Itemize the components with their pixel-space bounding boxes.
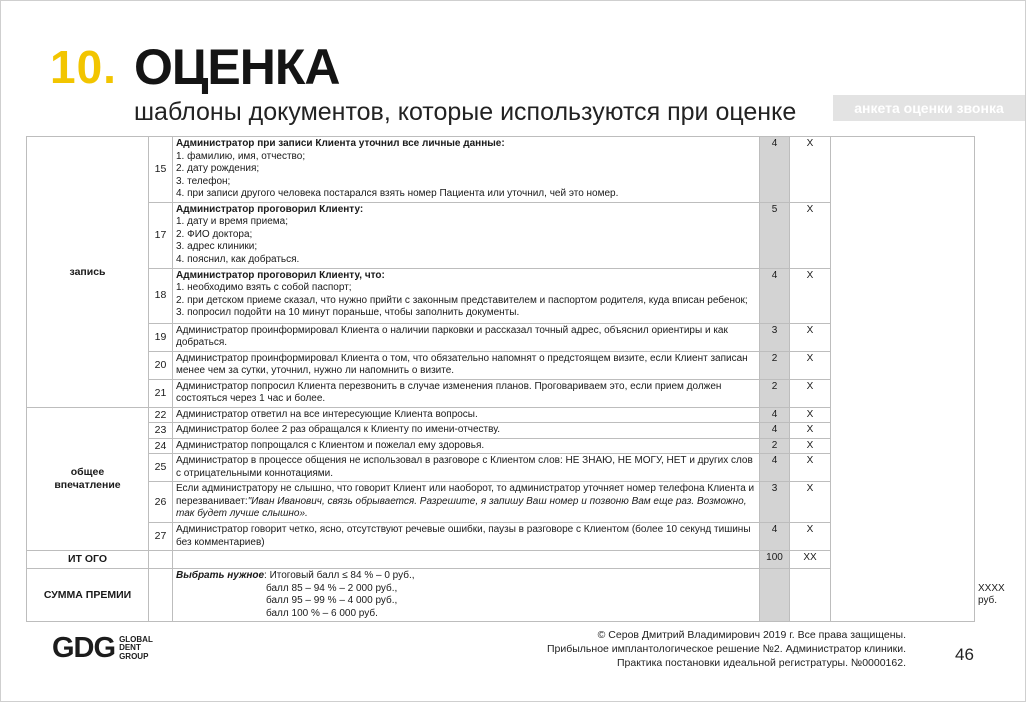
section-label-impression: общее впечатление	[27, 407, 149, 551]
copyright-line: Практика постановки идеальной регистратуры. №0000162.	[616, 657, 906, 669]
row-number: 26	[149, 482, 173, 523]
criterion-line: 3. адрес клиники;	[176, 241, 258, 252]
criterion-text	[173, 268, 760, 323]
section-number: 10.	[50, 41, 117, 93]
copyright-notice	[547, 628, 906, 670]
max-score: 4	[760, 523, 790, 551]
criterion-body: Если администратору не слышно, что говорит Клиент или наоборот, то администратор уточняет номер телефона Клиента и перезванивает:	[176, 483, 755, 507]
criterion-text: Администратор попрощался с Клиентом и пожелал ему здоровья.	[173, 438, 760, 454]
criterion-text	[173, 202, 760, 268]
logo-line: GROUP	[119, 651, 149, 661]
max-score: 4	[760, 423, 790, 439]
page-title: ОЦЕНКА	[134, 39, 340, 95]
comment-cell	[831, 137, 975, 622]
criterion-line: 2. дату рождения;	[176, 163, 260, 174]
criterion-text: Администратор говорит четко, ясно, отсутствуют речевые ошибки, паузы в разговоре с Клиентом (более 10 секунд тишины без комментариев)	[173, 523, 760, 551]
bonus-label: СУММА ПРЕМИИ	[27, 569, 149, 622]
max-score: 4	[760, 454, 790, 482]
criterion-text: Администратор ответил на все интересующие Клиента вопросы.	[173, 407, 760, 423]
page-number: 46	[955, 645, 974, 664]
max-score: 3	[760, 482, 790, 523]
logo-mark: GDG	[52, 632, 116, 664]
criterion-line: 1. дату и время приема;	[176, 216, 288, 227]
given-score: Х	[790, 407, 831, 423]
given-score: Х	[790, 523, 831, 551]
copyright-line: Прибыльное имплантологическое решение №2. Администратор клиники.	[546, 643, 906, 655]
bonus-line: : Итоговый балл ≤ 84 % – 0 руб.,	[264, 570, 415, 581]
empty-cell	[173, 551, 760, 569]
row-number: 23	[149, 423, 173, 439]
given-score: Х	[790, 202, 831, 268]
empty-cell	[149, 569, 173, 622]
criterion-text	[173, 137, 760, 203]
criterion-quote: "Иван Иванович, связь обрывается. Разрешите, я запишу Ваш номер и позвоню Вам еще раз. Возможно, так будет лучше слышно».	[176, 495, 747, 519]
page-subtitle: шаблоны документов, которые используются при оценке	[134, 98, 797, 126]
row-number: 20	[149, 351, 173, 379]
given-score: Х	[790, 423, 831, 439]
bonus-line: балл 85 – 94 % – 2 000 руб.,	[266, 582, 398, 594]
criterion-line: 1. необходимо взять с собой паспорт;	[176, 282, 352, 293]
table-row	[27, 137, 975, 203]
logo-text	[119, 636, 153, 662]
max-score: 2	[760, 438, 790, 454]
given-score: Х	[790, 438, 831, 454]
empty-score-cell	[760, 569, 790, 622]
given-score: Х	[790, 482, 831, 523]
row-number: 15	[149, 137, 173, 203]
criterion-text: Администратор проинформировал Клиента о том, что обязательно напомнят о предстоящем визите, если Клиент записан менее чем за сутки, уточнил, нужно ли напомнить о визите.	[173, 351, 760, 379]
empty-cell	[149, 551, 173, 569]
criterion-line: 2. при детском приеме сказал, что нужно прийти с законным представителем и паспортом родителя, куда вписан ребенок;	[176, 294, 748, 306]
logo-line: GLOBAL	[119, 634, 153, 644]
given-score: Х	[790, 351, 831, 379]
section-label-booking: запись	[27, 137, 149, 408]
total-max-score: 100	[760, 551, 790, 569]
criterion-line: 3. попросил подойти на 10 минут пораньше, чтобы заполнить документы.	[176, 307, 520, 318]
bonus-line: балл 100 % – 6 000 руб.	[266, 607, 378, 619]
criterion-line: 4. пояснил, как добраться.	[176, 253, 300, 265]
criterion-line: 1. фамилию, имя, отчество;	[176, 150, 306, 162]
max-score: 3	[760, 323, 790, 351]
copyright-line: © Серов Дмитрий Владимирович 2019 г. Все права защищены.	[597, 629, 906, 641]
criterion-line: 3. телефон;	[176, 175, 231, 187]
row-number: 22	[149, 407, 173, 423]
criterion-text: Администратор попросил Клиента перезвонить в случае изменения планов. Проговариваем это, если прием должен состояться через 1 час и более.	[173, 379, 760, 407]
criterion-line: 4. при записи другого человека постарался взять номер Пациента или уточнил, чей это номер.	[176, 188, 619, 199]
given-score: Х	[790, 268, 831, 323]
given-score: Х	[790, 454, 831, 482]
row-number: 19	[149, 323, 173, 351]
total-label: ИТ ОГО	[27, 551, 149, 569]
row-number: 24	[149, 438, 173, 454]
criterion-line: 2. ФИО доктора;	[176, 228, 253, 240]
bonus-line: балл 95 – 99 % – 4 000 руб.,	[266, 595, 398, 606]
section-tag: анкета оценки звонка	[833, 95, 1025, 121]
row-number: 17	[149, 202, 173, 268]
row-number: 18	[149, 268, 173, 323]
given-score: Х	[790, 323, 831, 351]
max-score: 4	[760, 137, 790, 203]
row-number: 25	[149, 454, 173, 482]
row-number: 27	[149, 523, 173, 551]
max-score: 2	[760, 351, 790, 379]
max-score: 5	[760, 202, 790, 268]
max-score: 2	[760, 379, 790, 407]
evaluation-table	[26, 136, 1005, 622]
criterion-title: Администратор проговорил Клиенту:	[176, 203, 364, 215]
criterion-text: Администратор в процессе общения не использовал в разговоре с Клиентом слов: НЕ ЗНАЮ, НЕ МОГУ, НЕТ и других слов с отрицательными коннотациями.	[173, 454, 760, 482]
criterion-title: Администратор проговорил Клиенту, что:	[176, 269, 385, 281]
max-score: 4	[760, 268, 790, 323]
company-logo	[52, 632, 153, 665]
max-score: 4	[760, 407, 790, 423]
criterion-text: Администратор проинформировал Клиента о наличии парковки и рассказал точный адрес, объяснил ориентиры и как добраться.	[173, 323, 760, 351]
total-score: ХХ	[790, 551, 831, 569]
logo-line: DENT	[119, 643, 141, 653]
given-score: Х	[790, 379, 831, 407]
bonus-row: СУММА ПРЕМИИ Выбрать нужное: Итоговый балл ≤ 84 % – 0 руб., балл 85 – 94 % – 2 000 руб., балл 95 – 99 % – 4 000 руб., балл 100 % – 6 000 руб. ХХХХ руб.	[27, 569, 975, 622]
row-number: 21	[149, 379, 173, 407]
criterion-text: Администратор более 2 раз обращался к Клиенту по имени-отчеству.	[173, 423, 760, 439]
criterion-text	[173, 482, 760, 523]
given-score: Х	[790, 137, 831, 203]
criterion-title: Администратор при записи Клиента уточнил все личные данные:	[176, 138, 505, 149]
empty-cell	[790, 569, 831, 622]
bonus-scale	[173, 569, 760, 622]
bonus-choose-label: Выбрать нужное	[176, 570, 265, 581]
